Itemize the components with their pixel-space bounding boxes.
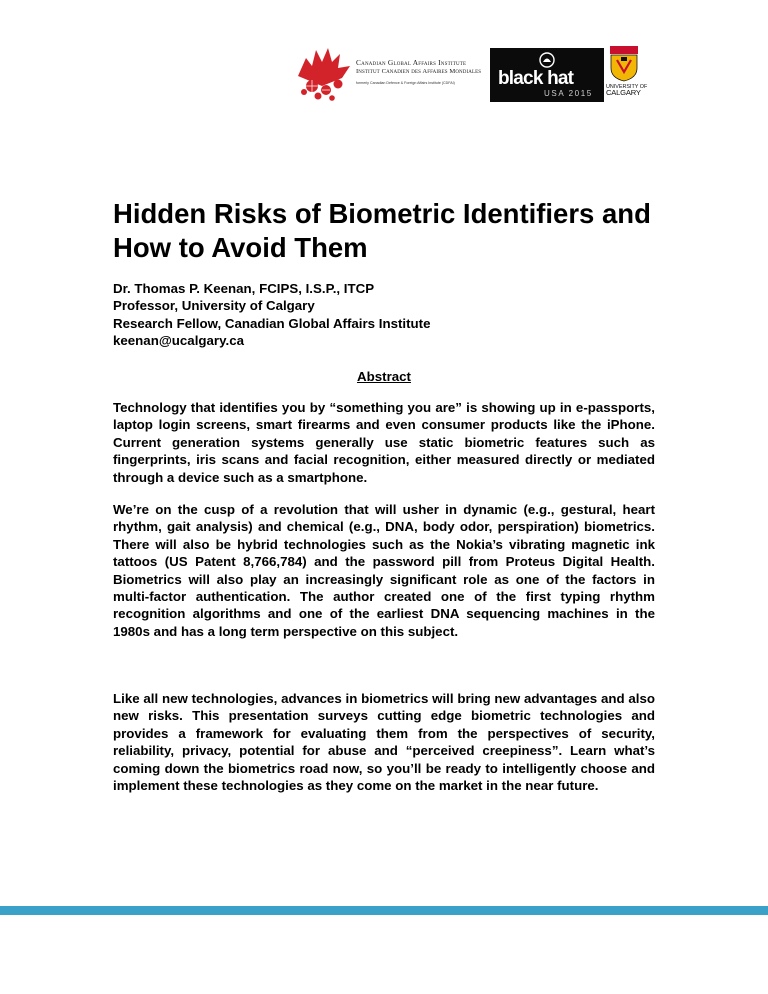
maple-leaf-globe-icon [292,46,354,102]
abstract-paragraph-3: Like all new technologies, advances in biometrics will bring new advantages and also new risks. This presentation surveys cutting edge biometric technologies and provides a framework for evaluating them from the perspectives of security, reliability, privacy, potential for abuse and “perceived creepiness”. Learn what’s coming down the biometrics road now, so you’ll be ready to intelligently choose and implement these technologies as they come on the market in the near future. [113,691,655,794]
blackhat-hat-icon [539,52,555,68]
abstract-paragraph-1: Technology that identifies you by “something you are” is showing up in e-passports, laptop login screens, smart firearms and even consumer products like the iPhone. Current generation systems generally use static biometric features such as fingerprints, iris scans and facial recognition, either measured directly or mediated through a device such as a smartphone. [113,400,655,485]
cgai-logo [292,44,492,104]
blackhat-event: USA 2015 [544,89,593,98]
page-title: Hidden Risks of Biometric Identifiers and How to Avoid Them [113,198,651,263]
ucalgary-wordmark [606,84,647,97]
abstract-heading: Abstract [357,369,411,384]
author-position: Professor, University of Calgary [113,298,315,314]
blackhat-wordmark: black hat [498,68,574,89]
author-email: keenan@ucalgary.ca [113,332,244,348]
ucalgary-line1: UNIVERSITY OF [606,84,648,90]
cgai-formerly: formerly Canadian Defence & Foreign Affairs Institute (CDFAI) [356,81,455,85]
cgai-name-fr: Institut Canadien des Affaires Mondiales [356,68,482,75]
ucalgary-line2: CALGARY [606,88,641,97]
author-fellowship: Research Fellow, Canadian Global Affairs Institute [113,315,431,331]
abstract-paragraph-2: We’re on the cusp of a revolution that will usher in dynamic (e.g., gestural, heart rhythm, gait analysis) and chemical (e.g., DNA, body odor, perspiration) biometrics. There will also be hybrid technologies such as the Nokia’s vibrating magnetic ink tattoos (US Patent 8,766,784) and the password pill from Proteus Digital Health. Biometrics will also play an increasingly significant role as one of the factors in multi-factor authentication. The author created one of the first typing rhythm recognition algorithms and one of the earliest DNA sequencing machines in the 1980s and has a long term perspective on this subject. [113,502,655,639]
ucalgary-logo [606,46,648,104]
ucalgary-crest-icon [610,46,638,82]
header-logos [292,44,648,106]
blackhat-logo [490,48,604,102]
cgai-wordmark [356,58,481,85]
cgai-name-en: Canadian Global Affairs Institute [356,58,467,67]
author-name: Dr. Thomas P. Keenan, FCIPS, I.S.P., ITCP [113,281,375,296]
footer-bar [0,906,768,915]
author-block [113,280,673,349]
